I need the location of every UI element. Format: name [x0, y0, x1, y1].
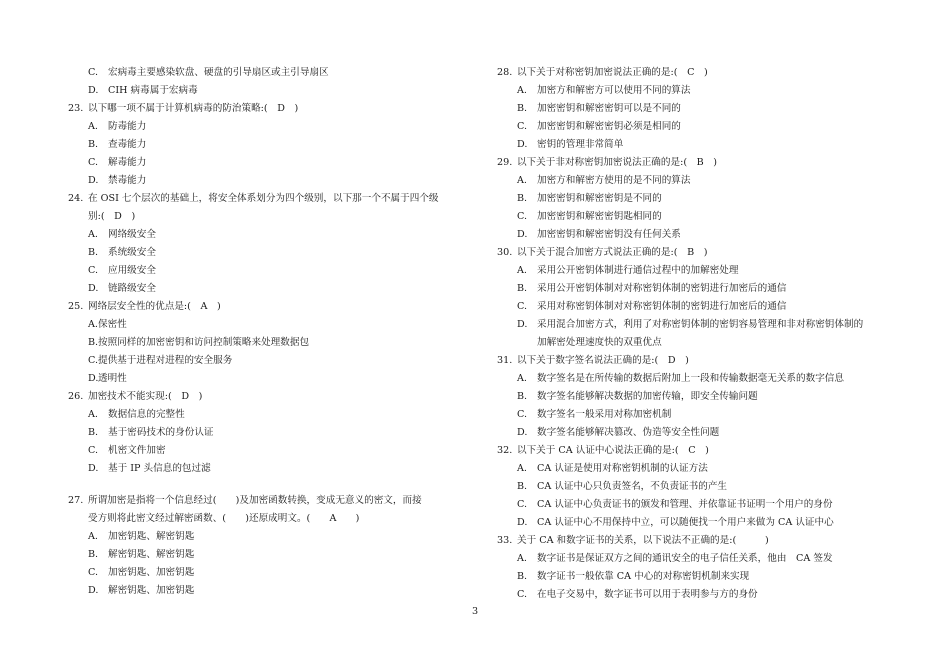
option-label: D. — [517, 319, 528, 330]
option-text: 查毒能力 — [108, 139, 147, 150]
question-text: 以下关于 CA 认证中心说法正确的是:( C ) — [517, 445, 709, 456]
option-text: 在电子交易中，数字证书可以用于表明参与方的身份 — [537, 589, 758, 600]
option-text: 数据信息的完整性 — [108, 409, 185, 420]
option-text: 数字签名能够解决数据的加密传输，即安全传输问题 — [537, 391, 758, 402]
option-label: C. — [517, 499, 528, 510]
option-text: 密钥的管理非常简单 — [537, 139, 624, 150]
option-label: B. — [517, 481, 528, 492]
option-text: 采用混合加密方式，利用了对称密钥体制的密钥容易管理和非对称密钥体制的 — [537, 319, 864, 330]
option-text: 网络级安全 — [108, 229, 156, 240]
option-text: CA 认证中心不用保持中立，可以随便找一个用户来做为 CA 认证中心 — [537, 517, 834, 528]
option-label: C. — [517, 301, 528, 312]
option-text: 采用公开密钥体制进行通信过程中的加解密处理 — [537, 265, 739, 276]
option-text: 基于密码技术的身份认证 — [108, 427, 214, 438]
option-label: A. — [517, 463, 527, 474]
question-text: 以下关于非对称密钥加密说法正确的是:( B ) — [517, 157, 718, 168]
question-number: 26. — [68, 391, 84, 402]
question-number: 28. — [497, 67, 513, 78]
option-text: 解密钥匙、解密钥匙 — [108, 549, 195, 560]
option-label: C. — [88, 157, 99, 168]
option-text: 机密文件加密 — [108, 445, 166, 456]
option-text: 数字证书一般依靠 CA 中心的对称密钥机制来实现 — [537, 571, 750, 582]
question-number: 25. — [68, 301, 84, 312]
option-label: D. — [88, 85, 99, 96]
option-text: 禁毒能力 — [108, 175, 147, 186]
option-label: A. — [88, 319, 98, 330]
question-number: 31. — [497, 355, 513, 366]
option-label: D. — [88, 175, 99, 186]
question-text: 别:( D ) — [88, 211, 136, 222]
question-number: 32. — [497, 445, 513, 456]
option-text: 保密性 — [98, 319, 127, 330]
option-text: 应用级安全 — [108, 265, 156, 276]
question-text: 以下关于数字签名说法正确的是:( D ) — [517, 355, 689, 366]
option-label: D. — [88, 373, 99, 384]
question-text: 受方则将此密文经过解密函数、( )还原成明文。( A ) — [88, 513, 360, 524]
option-label: B. — [517, 391, 528, 402]
option-label: B. — [88, 427, 99, 438]
option-label: C. — [88, 67, 99, 78]
option-text: 宏病毒主要感染软盘、硬盘的引导扇区或主引导扇区 — [108, 67, 329, 78]
option-label: D. — [517, 229, 528, 240]
option-text: 加密钥匙、加密钥匙 — [108, 567, 195, 578]
option-label: C. — [88, 567, 99, 578]
option-label: A. — [88, 121, 98, 132]
option-text: 加密密钥和解密密钥可以是不同的 — [537, 103, 681, 114]
option-label: B. — [517, 193, 528, 204]
option-text: 系统级安全 — [108, 247, 156, 258]
option-label: A. — [517, 553, 527, 564]
option-label: A. — [517, 85, 527, 96]
option-label: B. — [517, 571, 528, 582]
option-label: C. — [88, 355, 99, 366]
option-label: D. — [88, 585, 99, 596]
option-text: 基于 IP 头信息的包过滤 — [108, 463, 211, 474]
option-text: 数字签名能够解决篡改、伪造等安全性问题 — [537, 427, 720, 438]
option-label: A. — [88, 409, 98, 420]
option-label: C. — [88, 445, 99, 456]
option-label: A. — [517, 265, 527, 276]
question-number: 24. — [68, 193, 84, 204]
option-label: B. — [88, 139, 99, 150]
question-text: 以下关于对称密钥加密说法正确的是:( C ) — [517, 67, 708, 78]
question-text: 所谓加密是指将一个信息经过( )及加密函数转换，变成无意义的密文，而接 — [88, 495, 422, 506]
option-label: C. — [517, 211, 528, 222]
option-label: D. — [517, 427, 528, 438]
option-text: 防毒能力 — [108, 121, 147, 132]
option-text: 按照同样的加密密钥和访问控制策略来处理数据包 — [98, 337, 310, 348]
option-text: 采用公开密钥体制对对称密钥体制的密钥进行加密后的通信 — [537, 283, 787, 294]
question-text: 关于 CA 和数字证书的关系，以下说法不正确的是:( ) — [517, 535, 769, 546]
question-text: 以下哪一项不属于计算机病毒的防治策略:( D ) — [88, 103, 299, 114]
question-text: 网络层安全性的优点是:( A ) — [88, 301, 221, 312]
option-text: 解毒能力 — [108, 157, 147, 168]
option-text: 加密方和解密方使用的是不同的算法 — [537, 175, 691, 186]
option-label: B. — [88, 549, 99, 560]
option-text: 链路级安全 — [108, 283, 156, 294]
option-text: CIH 病毒属于宏病毒 — [108, 85, 198, 96]
option-text: 数字证书是保证双方之间的通讯安全的电子信任关系，他由 CA 签发 — [537, 553, 833, 564]
option-label: B. — [88, 337, 99, 348]
option-text: 加密密钥和解密密钥是不同的 — [537, 193, 662, 204]
option-label: C. — [517, 121, 528, 132]
option-label: C. — [88, 265, 99, 276]
question-number: 33. — [497, 535, 513, 546]
option-label: D. — [88, 463, 99, 474]
option-label: D. — [517, 517, 528, 528]
option-text: CA 认证是使用对称密钥机制的认证方法 — [537, 463, 708, 474]
option-text: CA 认证中心只负责签名，不负责证书的产生 — [537, 481, 728, 492]
option-text: 数字签名是在所传输的数据后附加上一段和传输数据毫无关系的数字信息 — [537, 373, 844, 384]
option-label: D. — [88, 283, 99, 294]
option-label: C. — [517, 589, 528, 600]
option-text: 透明性 — [98, 373, 127, 384]
option-text: 加解密处理速度快的双重优点 — [537, 337, 662, 348]
question-text: 以下关于混合加密方式说法正确的是:( B ) — [517, 247, 708, 258]
question-number: 27. — [68, 495, 84, 506]
option-label: B. — [88, 247, 99, 258]
page-number: 3 — [471, 606, 479, 617]
question-number: 23. — [68, 103, 84, 114]
question-number: 29. — [497, 157, 513, 168]
option-text: 加密密钥和解密密钥必须是相同的 — [537, 121, 681, 132]
option-label: C. — [517, 409, 528, 420]
option-text: 加密钥匙、解密钥匙 — [108, 531, 195, 542]
option-text: 数字签名一般采用对称加密机制 — [537, 409, 672, 420]
question-number: 30. — [497, 247, 513, 258]
option-label: A. — [88, 531, 98, 542]
option-text: 加密密钥和解密密钥匙相同的 — [537, 211, 662, 222]
option-label: B. — [517, 103, 528, 114]
option-text: 加密方和解密方可以使用不同的算法 — [537, 85, 691, 96]
option-label: A. — [88, 229, 98, 240]
option-text: 加密密钥和解密密钥没有任何关系 — [537, 229, 681, 240]
option-label: D. — [517, 139, 528, 150]
option-text: 解密钥匙、加密钥匙 — [108, 585, 195, 596]
question-text: 加密技术不能实现:( D ) — [88, 391, 203, 402]
option-label: A. — [517, 175, 527, 186]
option-label: A. — [517, 373, 527, 384]
option-text: 提供基于进程对进程的安全服务 — [98, 355, 233, 366]
option-text: CA 认证中心负责证书的颁发和管理、并依靠证书证明一个用户的身份 — [537, 499, 833, 510]
option-label: B. — [517, 283, 528, 294]
option-text: 采用对称密钥体制对对称密钥体制的密钥进行加密后的通信 — [537, 301, 787, 312]
question-text: 在 OSI 七个层次的基础上，将安全体系划分为四个级别，以下那一个不属于四个级 — [88, 193, 439, 204]
